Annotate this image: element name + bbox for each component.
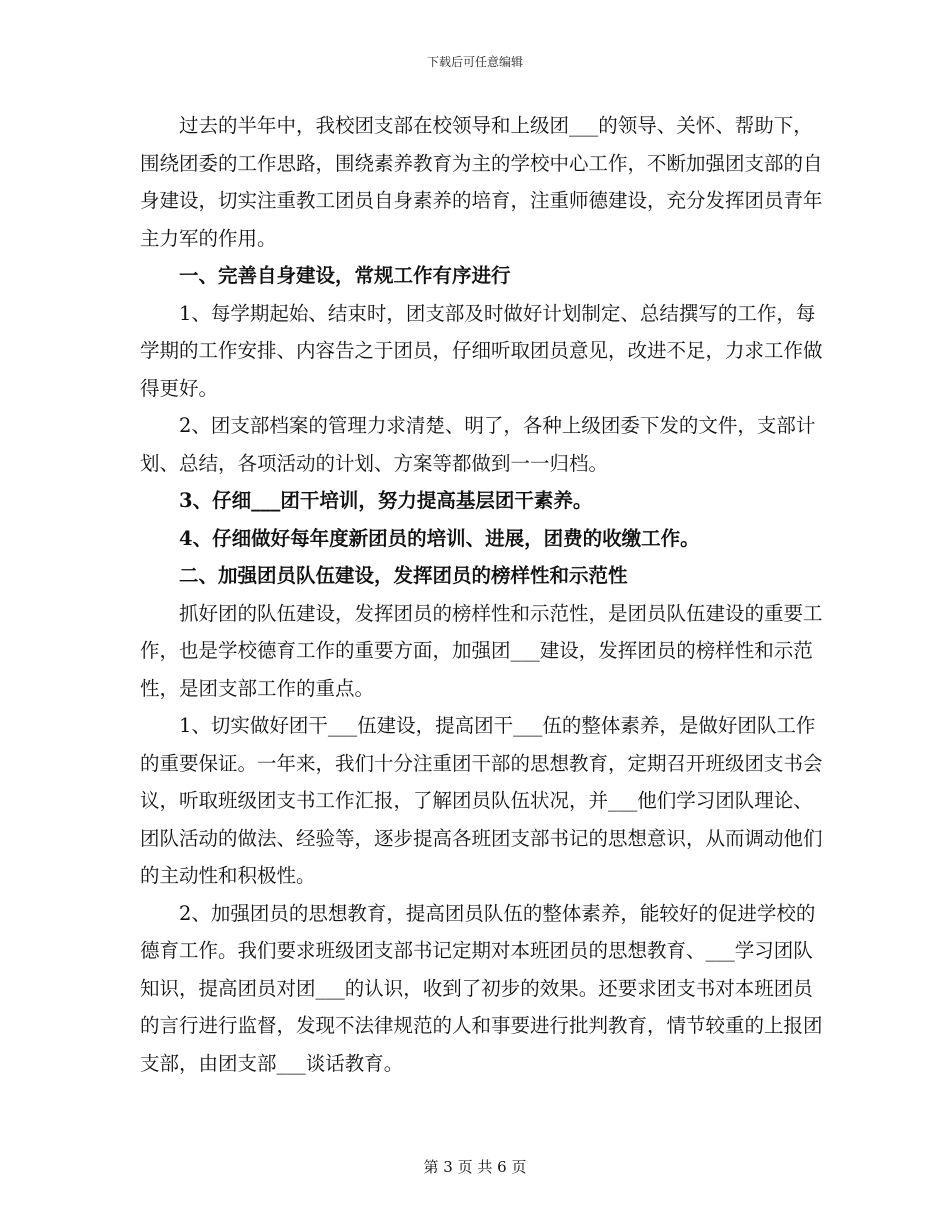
section-heading-2: 二、加强团员队伍建设，发挥团员的榜样性和示范性 [179, 564, 628, 587]
section-2-item-1: 1、切实做好团干___伍建设，提高团干___伍的整体素养，是做好团队工作的重要保证。一年来，我们十分注重团干部的思想教育，定期召开班级团支书会议，听取班级团支书工作汇报，了解团员队伍状况，并___他们学习团队理论、团队活动的做法、经验等，逐步提高各班团支部书记的思想意识，从而调动他们的主动性和积极性。 [140, 714, 823, 887]
page-number: 第 3 页 共 6 页 [423, 1158, 527, 1176]
bold-item-4: 4、仔细做好每年度新团员的培训、进展，团费的收缴工作。 [179, 526, 700, 550]
paragraph-item-1: 1、每学期起始、结束时，团支部及时做好计划制定、总结撰写的工作，每学期的工作安排、内容告之于团员，仔细听取团员意见，改进不足，力求工作做得更好。 [140, 301, 823, 400]
section-heading-1: 一、完善自身建设，常规工作有序进行 [179, 264, 511, 287]
document-body [140, 107, 830, 1082]
bold-item-3: 3、仔细___团干培训，努力提高基层团干素养。 [179, 489, 593, 512]
paragraph-item-2: 2、团支部档案的管理力求清楚、明了，各种上级团委下发的文件，支部计划、总结，各项活动的计划、方案等都做到一一归档。 [140, 414, 816, 475]
section-2-item-2: 2、加强团员的思想教育，提高团员队伍的整体素养，能较好的促进学校的德育工作。我们要求班级团支部书记定期对本班团员的思想教育、___学习团队知识，提高团员对团___的认识，收到了初步的效果。还要求团支书对本班团员的言行进行监督，发现不法律规范的人和事要进行批判教育，情节较重的上报团支部，由团支部___谈话教育。 [140, 901, 823, 1075]
intro-paragraph: 过去的半年中，我校团支部在校领导和上级团___的领导、关怀、帮助下，围绕团委的工作思路，围绕素养教育为主的学校中心工作，不断加强团支部的自身建设，切实注重教工团员自身素养的培育，注重师德建设，充分发挥团员青年主力军的作用。 [140, 114, 823, 250]
section-2-intro: 抓好团的队伍建设，发挥团员的榜样性和示范性，是团员队伍建设的重要工作，也是学校德育工作的重要方面，加强团___建设，发挥团员的榜样性和示范性，是团支部工作的重点。 [140, 601, 823, 700]
page-header: 下载后可任意编辑 [426, 55, 523, 69]
